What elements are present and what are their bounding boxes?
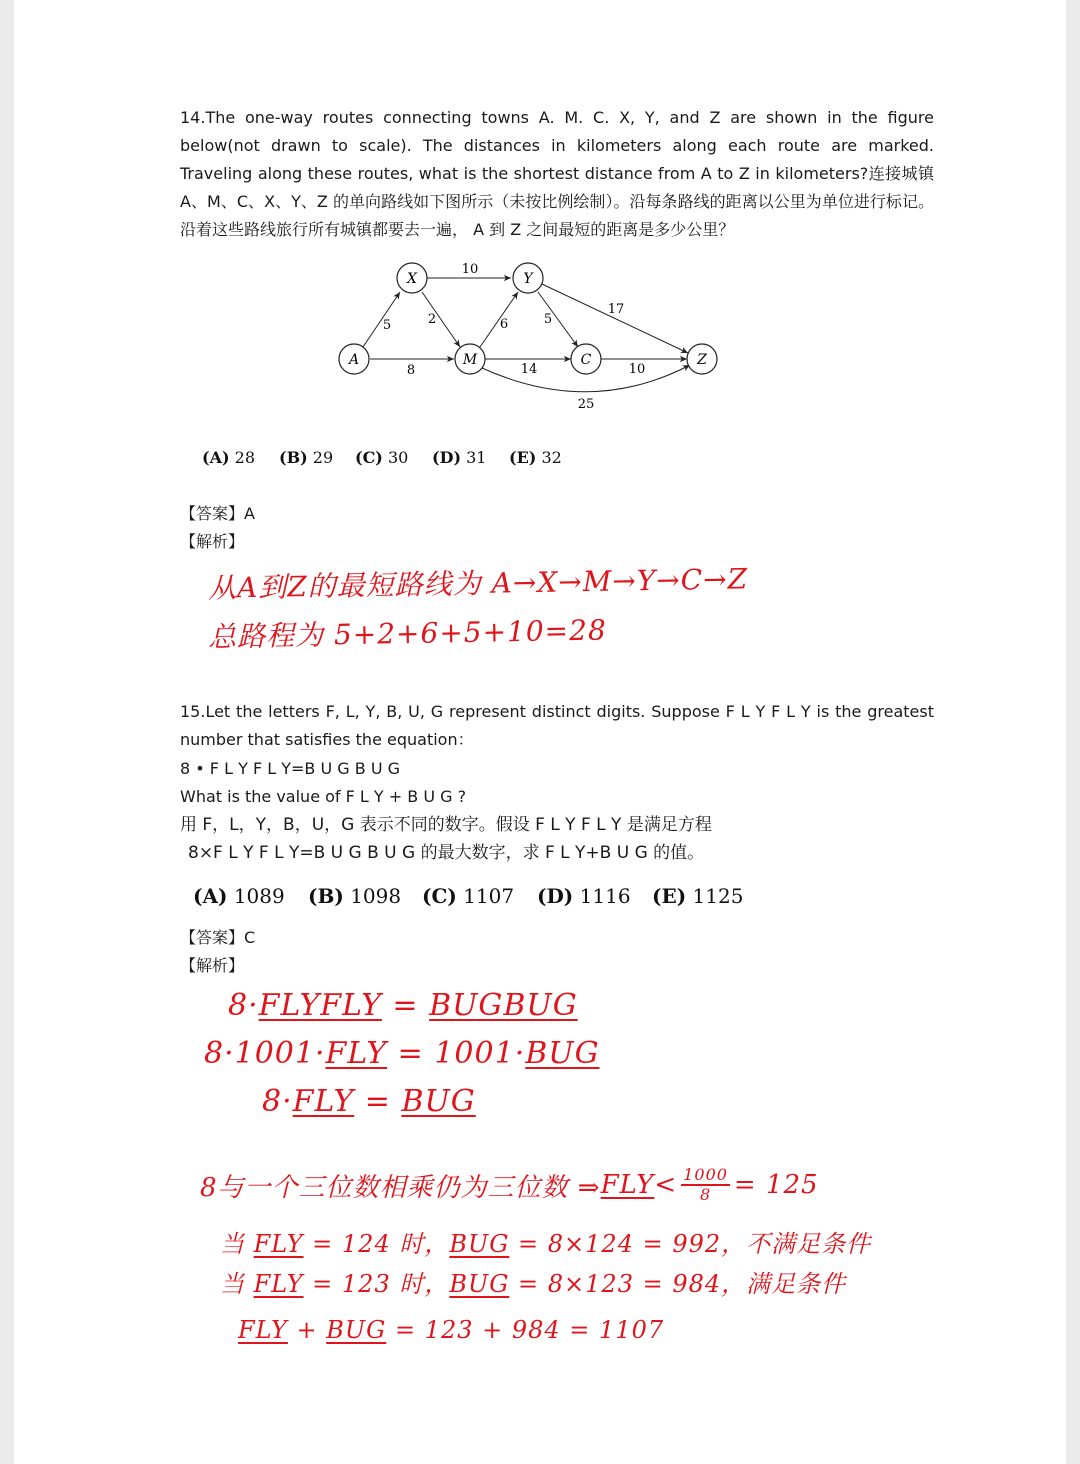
weight-A-X: 5 xyxy=(382,318,392,333)
svg-text:X: X xyxy=(407,271,417,287)
q14-handwritten-line-1: 从A到Z的最短路线为 A→X→M→Y→C→Z xyxy=(207,562,749,605)
q15-choice-a: (A) 1089 xyxy=(193,884,285,908)
weight-Y-Z: 17 xyxy=(607,302,625,317)
svg-text:C: C xyxy=(580,352,592,368)
q14-analysis-label: 【解析】 xyxy=(180,532,245,551)
q15-text: 15.Let the letters F, L, Y, B, U, G represent distinct digits. Suppose F L Y F L Y is the greatest number that satisfies the equation： xyxy=(180,702,934,749)
q15-hw-line-6: 当 FLY = 123 时，BUG = 8×123 = 984，满足条件 xyxy=(220,1270,847,1298)
q15-hw-line-3: 8·FLY = BUG xyxy=(262,1084,476,1119)
q14-choice-b: (B) 29 xyxy=(279,448,334,467)
q15-choices xyxy=(193,882,743,910)
q15-equation: 8 • F L Y F L Y=B U G B U G xyxy=(180,759,401,778)
q14-handwritten-line-2: 总路程为 5+2+6+5+10=28 xyxy=(207,613,608,654)
weight-M-C: 14 xyxy=(520,362,538,377)
q15-choice-e: (E) 1125 xyxy=(652,884,744,908)
q14-route-graph xyxy=(330,252,730,422)
q14-choice-a: (A) 28 xyxy=(202,448,256,467)
node-A xyxy=(339,344,369,374)
q15-hw-line-5: 当 FLY = 124 时，BUG = 8×124 = 992，不满足条件 xyxy=(220,1230,872,1258)
weight-M-Z: 25 xyxy=(577,397,595,412)
q14-choice-d: (D) 31 xyxy=(432,448,487,467)
q15-hw-line-7: FLY + BUG = 123 + 984 = 1107 xyxy=(238,1316,665,1344)
q15-answer: 【答案】C xyxy=(180,928,256,947)
q15-hw-line-1: 8·FLYFLY = BUGBUG xyxy=(228,988,578,1023)
weight-X-Y: 10 xyxy=(461,262,479,277)
q15-question-zh-2: 8×F L Y F L Y=B U G B U G 的最大数字，求 F L Y+B U G 的值。 xyxy=(188,843,705,863)
node-C xyxy=(571,344,601,374)
weight-C-Z: 10 xyxy=(628,362,646,377)
q14-text: 14.The one-way routes connecting towns A. M. C. X, Y, and Z are shown in the figure below(not drawn to scale). The distances in kilometers along each route are marked. Traveling along these routes, what is the shortest distance from A to Z in kilometers?连接城镇 A、M、C、X、Y、Z 的单向路线如下图所示（未按比例绘制）。沿每条路线的距离以公里为单位进行标记。沿着这些路线旅行所有城镇都要去一遍， A 到 Z 之间最短的距离是多少公里？ xyxy=(180,108,934,239)
fraction: $\frac{1000}{8}$ xyxy=(683,1165,728,1204)
q15-hw-line-4: 8与一个三位数相乘仍为三位数 ⇒ FLY < $\frac{1000}{8}$ = 125 xyxy=(200,1165,819,1204)
page-edge-right xyxy=(1066,0,1080,1464)
q15-question-en: What is the value of F L Y + B U G ? xyxy=(180,787,467,806)
page-edge-left xyxy=(0,0,14,1464)
svg-text:A: A xyxy=(348,352,360,368)
q15-choice-b: (B) 1098 xyxy=(308,884,402,908)
node-Y xyxy=(513,263,543,293)
weight-X-M: 2 xyxy=(427,312,437,327)
weight-A-M: 8 xyxy=(406,363,416,378)
edge-A-X xyxy=(363,292,400,347)
edge-Y-Z xyxy=(542,284,688,353)
q15-choice-c: (C) 1107 xyxy=(422,884,515,908)
node-Z xyxy=(687,344,717,374)
q14-choice-c: (C) 30 xyxy=(355,448,409,467)
q15-choice-d: (D) 1116 xyxy=(537,884,631,908)
q15-analysis-label: 【解析】 xyxy=(180,956,245,975)
weight-M-Y: 6 xyxy=(499,317,509,332)
node-X xyxy=(397,263,427,293)
svg-text:Y: Y xyxy=(523,271,533,287)
q15-hw-line-2: 8·1001·FLY = 1001·BUG xyxy=(204,1036,600,1071)
q14-choice-e: (E) 32 xyxy=(509,448,562,467)
weight-Y-C: 5 xyxy=(543,312,553,327)
svg-text:M: M xyxy=(462,352,478,368)
svg-text:Z: Z xyxy=(697,352,707,368)
node-M xyxy=(455,344,485,374)
q14-answer: 【答案】A xyxy=(180,504,255,523)
q14-choices xyxy=(202,446,562,470)
q15-question-zh-1: 用 F，L，Y，B，U，G 表示不同的数字。假设 F L Y F L Y 是满足方程 xyxy=(180,815,712,835)
